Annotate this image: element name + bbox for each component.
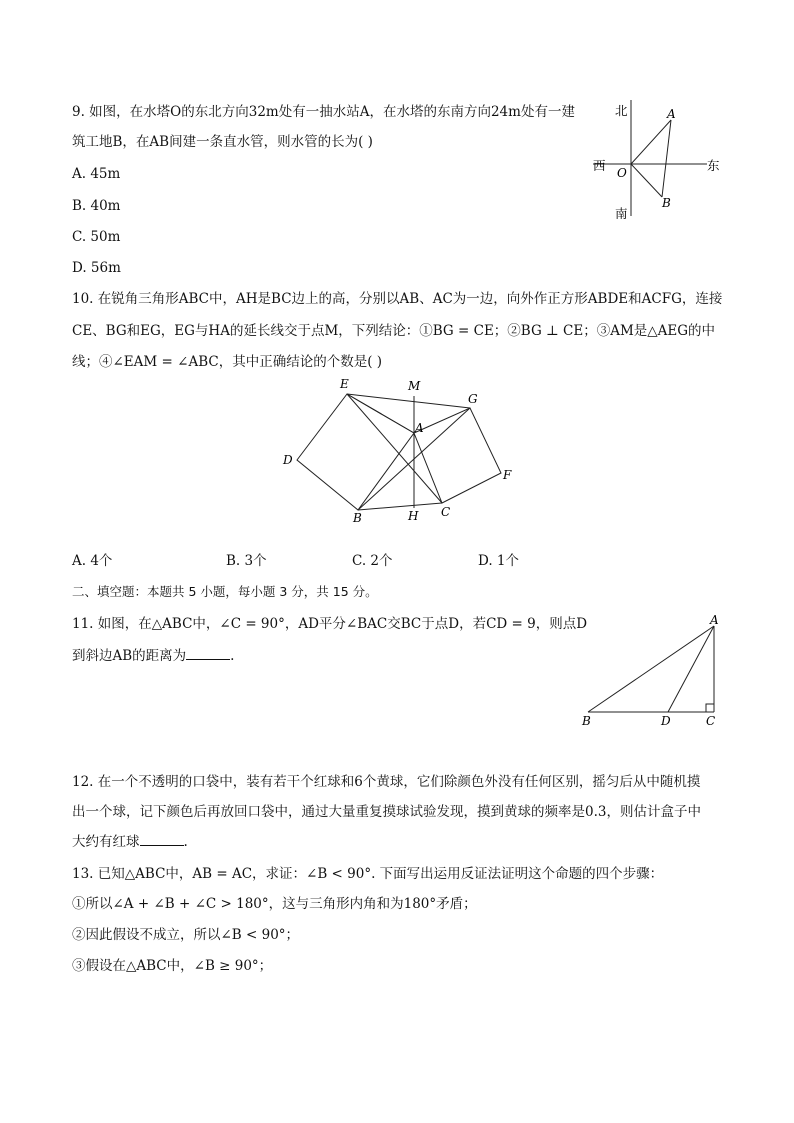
q9-text-line2: 筑工地B，在AB间建一条直水管，则水管的长为( ) [72, 134, 373, 150]
label-G: G [468, 392, 478, 406]
label-south: 南 [615, 206, 628, 221]
q11-text-line2-pre: 到斜边AB的距离为 [72, 648, 187, 664]
label-A: A [710, 614, 719, 627]
q9-figure [585, 98, 730, 228]
label-A: A [667, 107, 676, 121]
segment-OB [631, 164, 662, 197]
label-E: E [340, 377, 349, 391]
q11-text-line2-post: . [230, 648, 235, 664]
q11-text-line2 [72, 648, 234, 664]
segment-AB [588, 626, 714, 712]
label-B: B [582, 714, 591, 728]
segment-OA [631, 120, 671, 164]
q9-option-a: A. 45m [72, 166, 121, 182]
square-ACFG [414, 408, 501, 503]
label-north: 北 [615, 103, 628, 118]
q10-option-b: B. 3个 [226, 553, 267, 569]
q10-option-c: C. 2个 [352, 553, 393, 569]
q10-figure [275, 372, 525, 528]
label-H: H [408, 509, 419, 523]
q12-text-line2: 出一个球，记下颜色后再放回口袋中，通过大量重复摸球试验发现，摸到黄球的频率是0.3，则估计盒子中 [72, 804, 701, 820]
q11-figure [578, 614, 728, 732]
q9-option-c: C. 50m [72, 229, 121, 245]
label-B: B [353, 511, 362, 525]
q9-option-b: B. 40m [72, 198, 121, 214]
q11-text-line1: 11. 如图，在△ABC中，∠C = 90°，AD平分∠BAC交BC于点D，若CD = 9，则点D [72, 616, 588, 632]
label-east: 东 [707, 158, 720, 173]
label-A: A [415, 421, 424, 435]
label-O: O [617, 166, 627, 180]
q11-answer-blank [186, 648, 230, 660]
q10-text-line2: CE、BG和EG，EG与HA的延长线交于点M，下列结论：①BG = CE；②BG ⊥ CE；③AM是△AEG的中 [72, 323, 716, 339]
q10-option-d: D. 1个 [478, 553, 520, 569]
label-D: D [283, 453, 293, 467]
label-C: C [706, 714, 716, 728]
segment-EG [347, 394, 470, 408]
label-west: 西 [593, 158, 606, 173]
q9-text-line1: 9. 如图，在水塔O的东北方向32m处有一抽水站A，在水塔的东南方向24m处有一建 [72, 104, 575, 120]
segment-AE [347, 394, 414, 433]
segment-BC [358, 503, 442, 510]
q12-text-line3 [72, 834, 188, 850]
label-C: C [441, 505, 451, 519]
q12-text-line3-pre: 大约有红球 [72, 834, 140, 850]
label-B: B [662, 196, 671, 210]
section2-title: 二、填空题：本题共 5 小题，每小题 3 分，共 15 分。 [72, 584, 378, 599]
segment-CE [347, 394, 442, 503]
label-M: M [408, 379, 421, 393]
q12-text-line3-post: . [183, 834, 188, 850]
label-D: D [661, 714, 671, 728]
q13-step3: ③假设在△ABC中，∠B ≥ 90°； [72, 958, 273, 974]
q10-text-line1: 10. 在锐角三角形ABC中，AH是BC边上的高，分别以AB、AC为一边，向外作正方形ABDE和ACFG，连接 [72, 291, 723, 307]
segment-AB [662, 120, 671, 197]
q13-text-line1: 13. 已知△ABC中，AB = AC，求证：∠B < 90°. 下面写出运用反证法证明这个命题的四个步骤： [72, 866, 664, 882]
q13-step2: ②因此假设不成立，所以∠B < 90°； [72, 927, 300, 943]
segment-AD [668, 626, 714, 712]
right-angle-mark [706, 704, 714, 712]
q9-option-d: D. 56m [72, 260, 121, 276]
q12-text-line1: 12. 在一个不透明的口袋中，装有若干个红球和6个黄球，它们除颜色外没有任何区别，摇匀后从中随机摸 [72, 774, 701, 790]
q10-option-a: A. 4个 [72, 553, 113, 569]
q12-answer-blank [140, 834, 184, 846]
q13-step1: ①所以∠A + ∠B + ∠C > 180°，这与三角形内角和为180°矛盾； [72, 896, 477, 912]
square-ABDE [297, 394, 414, 510]
label-F: F [503, 468, 512, 482]
q10-text-line3: 线；④∠EAM = ∠ABC，其中正确结论的个数是( ) [72, 354, 383, 370]
